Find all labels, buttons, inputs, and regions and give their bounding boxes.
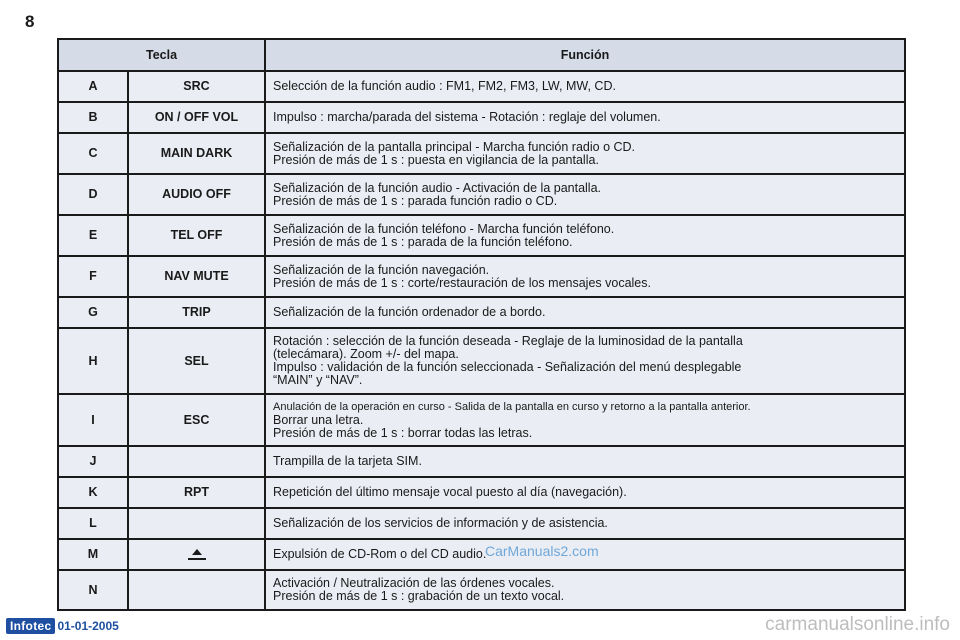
description-line: Presión de más de 1 s : corte/restauración de los mensajes vocales. [273,275,651,290]
row-key: MAIN DARK [128,133,265,174]
description-line: Expulsión de CD-Rom o del CD audio. [273,547,487,561]
description-line: Presión de más de 1 s : grabación de un texto vocal. [273,589,565,603]
table-row [58,102,905,133]
description-line: Presión de más de 1 s : parada de la función teléfono. [273,234,573,249]
description-line: Activación / Neutralización de las órdenes vocales. [273,576,555,590]
table-row [58,570,905,610]
row-description [265,256,905,297]
row-key [128,446,265,477]
description-line: Borrar una letra. [273,412,364,427]
row-key: ESC [128,394,265,446]
table-row [58,133,905,174]
row-letter: B [58,102,128,133]
description-line: Señalización de la pantalla principal - Marcha función radio o CD. [273,139,636,154]
description-line: Presión de más de 1 s : borrar todas las letras. [273,425,533,440]
row-letter: N [58,570,128,610]
table-row [58,508,905,539]
row-description [265,477,905,508]
description-line: Presión de más de 1 s : puesta en vigilancia de la pantalla. [273,152,599,167]
row-letter: D [58,174,128,215]
table-row [58,297,905,328]
row-key: TEL OFF [128,215,265,256]
site-watermark: carmanualsonline.info [765,614,950,635]
table-row [58,215,905,256]
row-description [265,102,905,133]
row-description [265,570,905,610]
table-row [58,71,905,102]
table-header-row [58,39,905,71]
row-key: SEL [128,328,265,394]
row-description [265,174,905,215]
description-line: Señalización de los servicios de información y de asistencia. [273,516,608,530]
table-row [58,477,905,508]
description-line: Selección de la función audio : FM1, FM2, FM3, LW, MW, CD. [273,79,616,93]
brand-logo: Infotec [6,618,55,634]
row-description [265,446,905,477]
page-number: 8 [25,12,35,31]
description-line: (telecámara). Zoom +/- del mapa. [273,347,459,361]
table-row [58,539,905,570]
row-description [265,133,905,174]
table-row [58,174,905,215]
row-description [265,71,905,102]
row-description [265,297,905,328]
row-description [265,215,905,256]
row-key [128,570,265,610]
row-key: AUDIO OFF [128,174,265,215]
row-letter: C [58,133,128,174]
description-line: Señalización de la función ordenador de a bordo. [273,305,546,319]
row-description [265,508,905,539]
row-key: ON / OFF VOL [128,102,265,133]
row-letter: I [58,394,128,446]
function-table [57,38,906,611]
description-line: Repetición del último mensaje vocal puesto al día (navegación). [273,485,627,499]
description-line: Impulso : marcha/parada del sistema - Rotación : reglaje del volumen. [273,110,661,124]
description-line: Presión de más de 1 s : parada función radio o CD. [273,193,558,208]
description-line: Señalización de la función teléfono - Marcha función teléfono. [273,221,615,236]
footer-date: 01-01-2005 [57,619,119,633]
row-key: SRC [128,71,265,102]
watermark: CarManuals2.com [485,543,599,559]
row-letter: M [58,539,128,570]
table-row [58,256,905,297]
row-description [265,328,905,394]
description-line: Señalización de la función navegación. [273,262,490,277]
row-key: TRIP [128,297,265,328]
table-row [58,394,905,446]
row-key: NAV MUTE [128,256,265,297]
header-function: Función [265,39,905,71]
footer [6,618,119,634]
description-line: Señalización de la función audio - Activación de la pantalla. [273,180,602,195]
row-letter: E [58,215,128,256]
table-row [58,328,905,394]
row-letter: K [58,477,128,508]
row-letter: A [58,71,128,102]
row-key [128,539,265,570]
description-line: Trampilla de la tarjeta SIM. [273,454,422,468]
description-line: Anulación de la operación en curso - Salida de la pantalla en curso y retorno a la pantalla anterior. [273,400,751,413]
description-line: Impulso : validación de la función seleccionada - Señalización del menú desplegable [273,360,742,374]
row-key: RPT [128,477,265,508]
row-description [265,394,905,446]
row-letter: J [58,446,128,477]
description-line: “MAIN” y “NAV”. [273,373,363,387]
row-letter: H [58,328,128,394]
row-letter: F [58,256,128,297]
row-key [128,508,265,539]
description-line: Rotación : selección de la función deseada - Reglaje de la luminosidad de la pantalla [273,334,743,348]
eject-icon [188,549,206,561]
row-letter: L [58,508,128,539]
row-letter: G [58,297,128,328]
table-row [58,446,905,477]
header-key: Tecla [58,39,265,71]
